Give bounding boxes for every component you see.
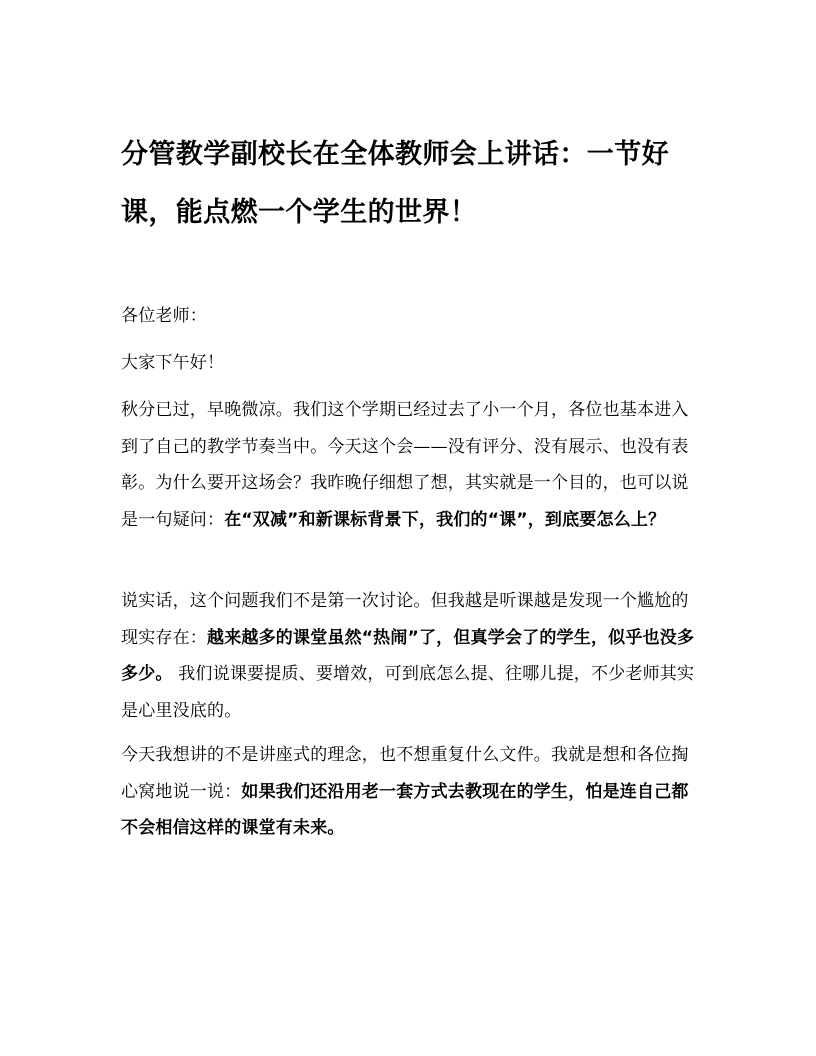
paragraph-3-text: 今天我想讲的不是讲座式的理念，也不想重复什么文件。我就是想和各位掏心窝地说一说： <box>121 745 689 802</box>
paragraph-2-text-tail: 我们说课要提质、要增效，可到底怎么提、往哪儿提，不少老师其实是心里没底的。 <box>121 664 695 721</box>
salutation: 各位老师： <box>121 306 207 326</box>
paragraph-3 <box>121 737 696 847</box>
document-title: 分管教学副校长在全体教师会上讲话：一节好课，能点燃一个学生的世界！ <box>121 139 669 228</box>
paragraph-2-emphasis: 越来越多的课堂虽然“热闹”了，但真学会了的学生，似乎也没多多少。 <box>121 627 695 684</box>
paragraph-3-emphasis: 如果我们还沿用老一套方式去教现在的学生，怕是连自己都不会相信这样的课堂有未来。 <box>121 781 689 838</box>
paragraph-1-text: 秋分已过，早晚微凉。我们这个学期已经过去了小一个月，各位也基本进入到了自己的教学节奏当中。今天这个会——没有评分、没有展示、也没有表彰。为什么要开这场会？我昨晚仔细想了想，其实就是一个目的，也可以说是一句疑问： <box>121 400 689 530</box>
paragraph-1-emphasis: 在“双减”和新课标背景下，我们的“课”，到底要怎么上？ <box>224 509 666 530</box>
paragraph-1 <box>121 392 696 538</box>
greeting: 大家下午好！ <box>121 353 225 373</box>
paragraph-2-text: 说实话，这个问题我们不是第一次讨论。但我越是听课越是发现一个尴尬的现实存在： <box>121 591 689 648</box>
paragraph-2 <box>121 583 696 729</box>
